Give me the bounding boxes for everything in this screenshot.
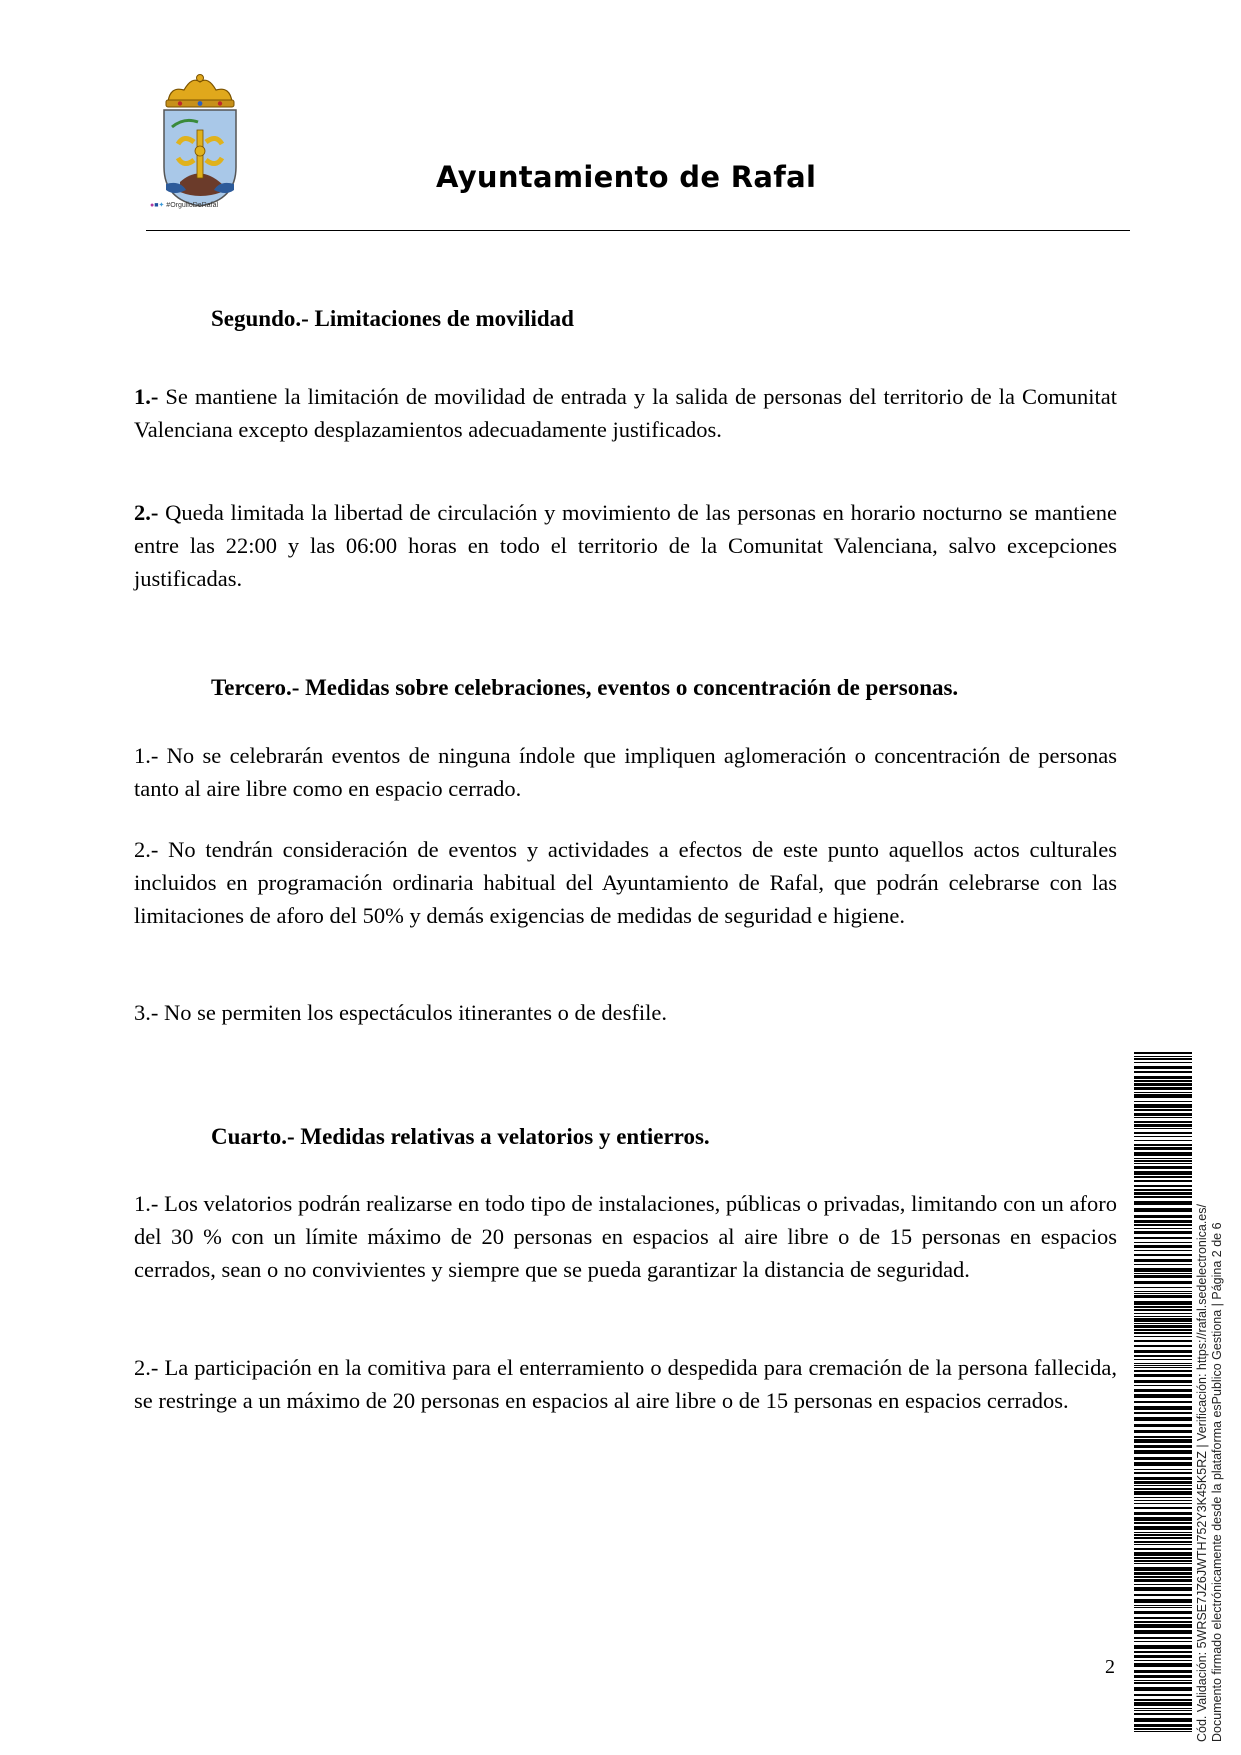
barcode-bar: [1134, 1220, 1192, 1223]
barcode-bar: [1134, 1621, 1192, 1623]
barcode-bar: [1134, 1532, 1192, 1533]
barcode-bar: [1134, 1316, 1192, 1317]
paragraph-cuarto-1: 1.- Los velatorios podrán realizarse en todo tipo de instalaciones, públicas o privadas, limitando con un aforo del 30 % con un límite máximo de 20 personas en espacios al aire libre o de 15 personas en espacios cerrados, sean o no convivientes y siempre que se pueda garantizar la distancia de seguridad.: [134, 1191, 1117, 1282]
barcode-bar: [1134, 1158, 1192, 1159]
barcode-bar: [1134, 1242, 1192, 1243]
barcode-bar: [1134, 1062, 1192, 1063]
barcode-bar: [1134, 1472, 1192, 1474]
barcode-bar: [1134, 1522, 1192, 1524]
barcode-bar: [1134, 1682, 1192, 1684]
barcode-bar: [1134, 1208, 1192, 1212]
barcode-bar: [1134, 1401, 1192, 1403]
signature-platform-line: Documento firmado electrónicamente desde la plataforma esPublico Gestiona | Página 2 de 6: [1210, 1222, 1224, 1742]
barcode-bar: [1134, 1579, 1192, 1582]
paragraph-tercero-2: 2.- No tendrán consideración de eventos y actividades a efectos de este punto aquellos actos culturales incluidos en programación ordinaria habitual del Ayuntamiento de Rafal, que podrán celebrarse con las limitaciones de aforo del 50% y demás exigencias de medidas de seguridad e higiene.: [134, 837, 1117, 928]
barcode-bar: [1134, 1350, 1192, 1353]
barcode-bar: [1134, 1309, 1192, 1311]
barcode-bar: [1134, 1380, 1192, 1383]
barcode-bar: [1134, 1394, 1192, 1398]
barcode-bar: [1134, 1630, 1192, 1634]
barcode-bar: [1134, 1201, 1192, 1205]
header-title: Ayuntamiento de Rafal: [436, 160, 817, 194]
barcode-bar: [1134, 1680, 1192, 1681]
barcode-bar: [1134, 1094, 1192, 1098]
paragraph-tercero-1: 1.- No se celebrarán eventos de ninguna índole que impliquen aglomeración o concentración de personas tanto al aire libre como en espacio cerrado.: [134, 743, 1117, 801]
barcode-bar: [1134, 1488, 1192, 1490]
barcode-bar: [1134, 1708, 1192, 1709]
barcode-bar: [1134, 1124, 1192, 1127]
barcode-bar: [1134, 1537, 1192, 1539]
barcode-bar: [1134, 1457, 1192, 1460]
barcode-bar: [1134, 1675, 1192, 1678]
barcode-bar: [1134, 1189, 1192, 1191]
barcode-bar: [1134, 1655, 1192, 1658]
barcode-bar: [1134, 1058, 1192, 1060]
barcode-bar: [1134, 1497, 1192, 1498]
barcode-bar: [1134, 1500, 1192, 1501]
barcode-bar: [1134, 1176, 1192, 1178]
section-heading-cuarto: Cuarto.- Medidas relativas a velatorios y entierros.: [211, 1124, 710, 1149]
barcode-bar: [1134, 1599, 1192, 1603]
barcode-bar: [1134, 1052, 1192, 1054]
barcode-bar: [1134, 1363, 1192, 1364]
barcode-bar: [1134, 1113, 1192, 1116]
barcode-bar: [1134, 1152, 1192, 1156]
barcode-bar: [1134, 1117, 1192, 1118]
barcode-bar: [1134, 1076, 1192, 1079]
barcode-bar: [1134, 1345, 1192, 1347]
barcode-bar: [1134, 1424, 1192, 1427]
barcode-bar: [1134, 1469, 1192, 1470]
barcode-bar: [1134, 1080, 1192, 1082]
paragraph-tercero-3: 3.- No se permiten los espectáculos itinerantes o de desfile.: [134, 1000, 667, 1025]
barcode-bar: [1134, 1136, 1192, 1137]
barcode-bar: [1134, 1699, 1192, 1701]
barcode-bar: [1134, 1563, 1192, 1564]
barcode-bar: [1134, 1694, 1192, 1696]
barcode-bar: [1134, 1611, 1192, 1614]
barcode-bar: [1134, 1367, 1192, 1368]
municipal-coat-of-arms-logo: [150, 72, 250, 212]
barcode-bar: [1134, 1417, 1192, 1421]
barcode-bar: [1134, 1541, 1192, 1543]
barcode-bar: [1134, 1385, 1192, 1386]
barcode-bar: [1134, 1660, 1192, 1661]
barcode-bar: [1134, 1365, 1192, 1366]
hashtag-label: #OrgulloDeRafal: [166, 202, 219, 209]
barcode-bar: [1134, 1548, 1192, 1550]
barcode-bar: [1134, 1287, 1192, 1288]
validation-barcode: [1134, 1052, 1192, 1732]
barcode-bar: [1134, 1228, 1192, 1229]
barcode-bar: [1134, 1215, 1192, 1218]
barcode-bar: [1134, 1645, 1192, 1649]
barcode-bar: [1134, 1503, 1192, 1504]
barcode-bar: [1134, 1329, 1192, 1331]
barcode-bar: [1134, 1637, 1192, 1639]
barcode-bar: [1134, 1264, 1192, 1265]
paragraph-number: 2.-: [134, 500, 159, 525]
barcode-bar: [1134, 1295, 1192, 1298]
barcode-bar: [1134, 1507, 1192, 1509]
barcode-bar: [1134, 1101, 1192, 1102]
barcode-bar: [1134, 1718, 1192, 1722]
barcode-bar: [1134, 1702, 1192, 1706]
barcode-bar: [1134, 1056, 1192, 1057]
barcode-bar: [1134, 1731, 1192, 1732]
barcode-bar: [1134, 1259, 1192, 1262]
barcode-bar: [1134, 1293, 1192, 1294]
barcode-bar: [1134, 1624, 1192, 1628]
barcode-bar: [1134, 1605, 1192, 1606]
paragraph-number: 1.-: [134, 384, 159, 409]
barcode-bar: [1134, 1147, 1192, 1150]
paragraph-cuarto-2: 2.- La participación en la comitiva para el enterramiento o despedida para cremación de la persona fallecida, se restringe a un máximo de 20 personas en espacios al aire libre o de 15 personas en espacios cerrados.: [134, 1355, 1117, 1413]
barcode-bar: [1134, 1231, 1192, 1234]
barcode-bar: [1134, 1109, 1192, 1111]
barcode-bar: [1134, 1713, 1192, 1715]
barcode-bar: [1134, 1250, 1192, 1251]
barcode-bar: [1134, 1567, 1192, 1571]
barcode-bar: [1134, 1724, 1192, 1727]
barcode-bar: [1134, 1430, 1192, 1433]
barcode-bar: [1134, 1370, 1192, 1372]
barcode-bar: [1134, 1517, 1192, 1521]
barcode-bar: [1134, 1071, 1192, 1073]
barcode-bar: [1134, 1237, 1192, 1239]
barcode-bar: [1134, 1313, 1192, 1314]
barcode-bar: [1134, 1481, 1192, 1484]
barcode-bar: [1134, 1687, 1192, 1691]
barcode-bar: [1134, 1355, 1192, 1357]
barcode-bar: [1134, 1171, 1192, 1175]
barcode-bar: [1134, 1670, 1192, 1673]
barcode-bar: [1134, 1318, 1192, 1322]
barcode-bar: [1134, 1140, 1192, 1141]
paragraph-segundo-2: [134, 496, 1117, 595]
barcode-bar: [1134, 1406, 1192, 1410]
barcode-bar: [1134, 1445, 1192, 1448]
barcode-bar: [1134, 1192, 1192, 1195]
barcode-bar: [1134, 1728, 1192, 1730]
logo-social-caption: ●■✦ #OrgulloDeRafal: [150, 202, 219, 209]
barcode-bar: [1134, 1180, 1192, 1182]
barcode-bar: [1134, 1268, 1192, 1272]
barcode-bar: [1134, 1160, 1192, 1162]
barcode-bar: [1134, 1087, 1192, 1090]
barcode-bar: [1134, 1281, 1192, 1284]
barcode-bar: [1134, 1306, 1192, 1308]
barcode-bar: [1134, 1462, 1192, 1466]
barcode-bar: [1134, 1389, 1192, 1392]
barcode-bar: [1134, 1092, 1192, 1093]
barcode-bar: [1134, 1534, 1192, 1536]
barcode-bar: [1134, 1544, 1192, 1545]
crown-icon: [166, 75, 234, 108]
barcode-bar: [1134, 1491, 1192, 1495]
barcode-bar: [1134, 1439, 1192, 1443]
page-number: 2: [1105, 1656, 1115, 1678]
barcode-bar: [1134, 1710, 1192, 1711]
barcode-bar: [1134, 1121, 1192, 1123]
barcode-bar: [1134, 1275, 1192, 1278]
barcode-bar: [1134, 1552, 1192, 1556]
barcode-bar: [1134, 1651, 1192, 1653]
barcode-bar: [1134, 1291, 1192, 1292]
validation-stamp: [1195, 1062, 1225, 1742]
section-heading-tercero: Tercero.- Medidas sobre celebraciones, eventos o concentración de personas.: [211, 675, 959, 700]
barcode-bar: [1134, 1374, 1192, 1377]
barcode-bar: [1134, 1641, 1192, 1642]
barcode-bar: [1134, 1166, 1192, 1169]
barcode-bar: [1134, 1083, 1192, 1086]
barcode-bar: [1134, 1572, 1192, 1575]
barcode-bar: [1134, 1332, 1192, 1334]
barcode-bar: [1134, 1512, 1192, 1515]
validation-code-line: Cód. Validación: 5WRSE7JZ6JWTH752Y3K45K5RZ | Verificación: https://rafal.sedelectronica.es/: [1195, 1204, 1209, 1742]
barcode-bar: [1134, 1273, 1192, 1274]
paragraph-text: Se mantiene la limitación de movilidad de entrada y la salida de personas del territorio de la Comunitat Valenciana excepto desplazamientos adecuadamente justificados.: [134, 384, 1117, 442]
barcode-bar: [1134, 1584, 1192, 1585]
barcode-bar: [1134, 1587, 1192, 1591]
barcode-bar: [1134, 1359, 1192, 1360]
barcode-bar: [1134, 1325, 1192, 1328]
barcode-bar: [1134, 1436, 1192, 1438]
barcode-bar: [1134, 1477, 1192, 1480]
barcode-bar: [1134, 1526, 1192, 1530]
barcode-bar: [1134, 1576, 1192, 1578]
barcode-bar: [1134, 1245, 1192, 1248]
barcode-bar: [1134, 1485, 1192, 1486]
barcode-bar: [1134, 1185, 1192, 1187]
barcode-bar: [1134, 1128, 1192, 1129]
barcode-bar: [1134, 1132, 1192, 1134]
barcode-bar: [1134, 1144, 1192, 1146]
barcode-bar: [1134, 1336, 1192, 1337]
barcode-bar: [1134, 1340, 1192, 1342]
barcode-bar: [1134, 1617, 1192, 1619]
barcode-bar: [1134, 1104, 1192, 1108]
barcode-bar: [1134, 1607, 1192, 1608]
barcode-bar: [1134, 1412, 1192, 1414]
barcode-bar: [1134, 1663, 1192, 1667]
barcode-bar: [1134, 1163, 1192, 1164]
barcode-bar: [1134, 1254, 1192, 1256]
paragraph-text: Queda limitada la libertad de circulación y movimiento de las personas en horario nocturno se mantiene entre las 22:00 y las 06:00 horas en todo el territorio de la Comunitat Valenciana, salvo excepciones justificadas.: [134, 500, 1117, 591]
paragraph-segundo-1: [134, 380, 1117, 446]
barcode-bar: [1134, 1196, 1192, 1198]
barcode-bar: [1134, 1066, 1192, 1069]
section-heading-segundo: Segundo.- Limitaciones de movilidad: [211, 306, 574, 331]
header-divider: [146, 230, 1130, 231]
barcode-bar: [1134, 1323, 1192, 1324]
barcode-bar: [1134, 1301, 1192, 1305]
barcode-bar: [1134, 1450, 1192, 1454]
barcode-bar: [1134, 1557, 1192, 1559]
barcode-bar: [1134, 1560, 1192, 1562]
social-media-icons: ●: [150, 202, 155, 209]
barcode-bar: [1134, 1594, 1192, 1596]
barcode-bar: [1134, 1224, 1192, 1226]
